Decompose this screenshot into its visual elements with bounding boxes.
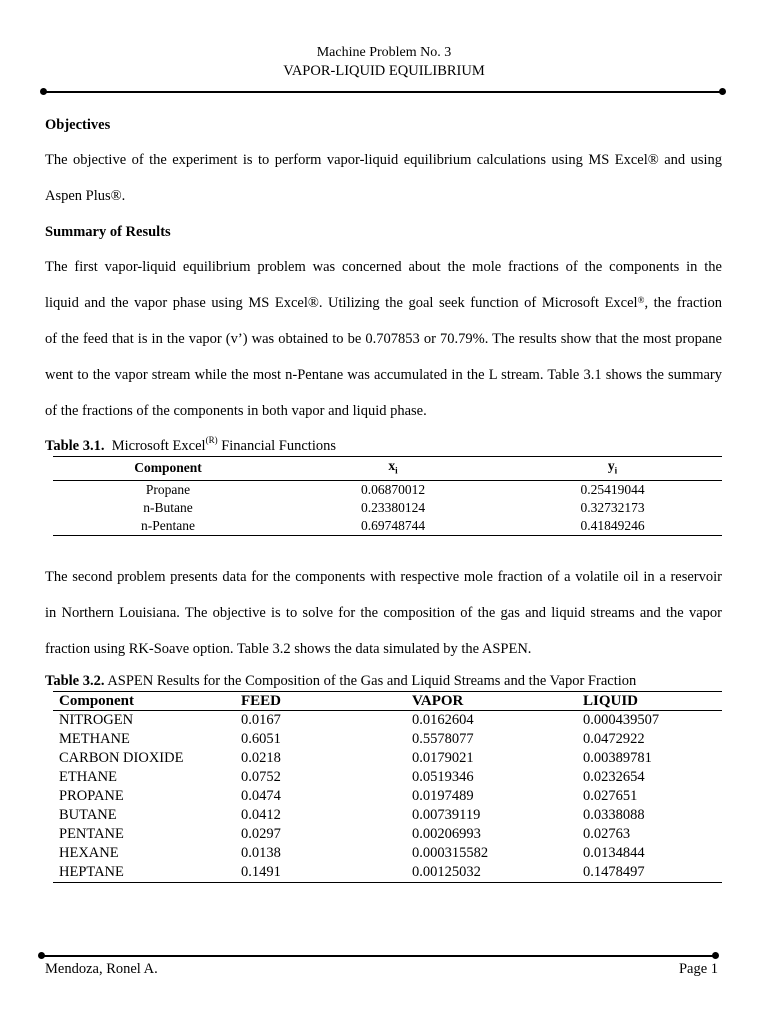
cell: 0.5578077 [412,731,474,747]
table1-caption-sup: (R) [205,435,218,445]
summary-line: in Northern Louisiana. The objective is to solve for the composition of the gas and liquid streams and the vapor [45,605,722,621]
summary-line: The second problem presents data for the components with respective mole fraction of a volatile oil in a reservoir [45,569,722,585]
header-rule-dot-right [719,88,726,95]
cell: 0.0197489 [412,788,474,804]
summary-line: The first vapor-liquid equilibrium problem was concerned about the mole fractions of the components in the [45,259,722,275]
table-row [53,711,722,731]
cell: 0.000315582 [412,845,489,861]
header-subtitle: VAPOR-LIQUID EQUILIBRIUM [283,63,485,79]
summary-line-part: , the fraction [644,295,722,311]
cell: HEXANE [59,845,119,861]
summary-line: went to the vapor stream while the most n-Pentane was accumulated in the L stream. Table 3.1 shows the summary [45,367,722,383]
table-row [53,499,722,517]
table-header-row [53,692,722,711]
header-title: Machine Problem No. 3 [316,45,452,60]
cell: 0.00206993 [412,826,481,842]
table-row [53,844,722,863]
cell: 0.0167 [241,712,281,728]
cell: 0.0412 [241,807,281,823]
cell: 0.0162604 [412,712,474,728]
registered-mark: ® [637,295,645,305]
summary-line: of the fractions of the components in both vapor and liquid phase. [45,403,427,419]
cell: CARBON DIOXIDE [59,750,184,766]
col-header-y [503,457,722,481]
cell: n-Butane [143,499,193,515]
cell: 0.69748744 [360,517,426,533]
cell: HEPTANE [59,864,124,880]
table-3-1 [53,456,722,536]
table-row [53,863,722,883]
col-header-feed: FEED [241,693,282,709]
summary-line-part: liquid and the vapor phase using MS Excel®. Utilizing the goal seek function of Microsoft Excel [45,295,638,311]
cell: 0.0134844 [583,845,645,861]
table-header-row [53,457,722,481]
col-header-component: Component [134,460,202,476]
summary-paragraph-2 [45,559,722,667]
table-row [53,480,722,499]
cell: BUTANE [59,807,117,823]
cell: 0.027651 [583,788,638,804]
col-header-vapor: VAPOR [412,693,464,709]
summary-line: of the feed that is in the vapor (v’) was obtained to be 0.707853 or 70.79%. The results show that the most propane [45,331,722,347]
objectives-paragraph [45,142,722,214]
cell: n-Pentane [141,517,195,533]
col-header-component: Component [59,693,135,709]
cell: 0.06870012 [360,481,426,497]
cell: 0.0752 [241,769,281,785]
table1-caption-tail: Financial Functions [217,438,336,454]
cell: PROPANE [59,788,124,804]
cell: 0.0218 [241,750,281,766]
col-header-x [283,457,503,481]
cell: 0.00739119 [412,807,481,823]
objectives-line: Aspen Plus®. [45,188,126,204]
cell: 0.32732173 [580,499,645,515]
cell: 0.0138 [241,845,281,861]
col-header-liquid: LIQUID [583,693,639,709]
cell: 0.00389781 [583,750,652,766]
table1-caption-label: Table 3.1. [45,438,105,454]
x-symbol: x [388,458,396,473]
table2-caption-text: ASPEN Results for the Composition of the Gas and Liquid Streams and the Vapor Fraction [107,673,637,689]
cell: 0.0338088 [583,807,645,823]
summary-line [45,285,722,321]
table2-caption-label: Table 3.2. [45,673,105,689]
summary-paragraph-1 [45,249,722,429]
cell: 0.41849246 [580,517,645,533]
cell: METHANE [59,731,130,747]
cell: ETHANE [59,769,117,785]
cell: 0.0297 [241,826,281,842]
cell: 0.1478497 [583,864,645,880]
objectives-heading: Objectives [45,117,111,133]
table1-caption [45,435,336,455]
footer-rule-dot-right [712,952,719,959]
objectives-line: The objective of the experiment is to perform vapor-liquid equilibrium calculations using MS Excel® and using [45,152,722,168]
table-row [53,806,722,825]
cell: 0.00125032 [412,864,481,880]
table-3-2-body [53,711,722,883]
cell: 0.25419044 [580,481,645,497]
footer-author: Mendoza, Ronel A. [45,961,158,977]
table1-caption-text: Microsoft Excel [111,438,206,454]
x-subscript: i [395,465,398,476]
cell: Propane [145,481,191,497]
y-subscript: i [614,465,618,476]
y-symbol: y [607,458,615,473]
table-row [53,825,722,844]
table-row [53,768,722,787]
cell: 0.000439507 [583,712,660,728]
cell: 0.0474 [241,788,281,804]
summary-heading: Summary of Results [45,224,171,240]
cell: 0.0232654 [583,769,645,785]
cell: 0.23380124 [360,499,426,515]
table-row [53,517,722,536]
table-row [53,730,722,749]
table-3-2 [53,691,722,883]
table-row [53,787,722,806]
cell: 0.6051 [241,731,281,747]
header-rule [44,91,722,93]
summary-line: fraction using RK-Soave option. Table 3.2 shows the data simulated by the ASPEN. [45,641,532,657]
table2-caption [45,673,636,690]
cell: 0.02763 [583,826,631,842]
cell: PENTANE [59,826,124,842]
footer-page-number: Page 1 [678,961,718,977]
cell: 0.0472922 [583,731,645,747]
cell: 0.0179021 [412,750,474,766]
table-row [53,749,722,768]
cell: 0.0519346 [412,769,474,785]
cell: 0.1491 [241,864,281,880]
cell: NITROGEN [59,712,134,728]
footer-rule [42,955,714,957]
